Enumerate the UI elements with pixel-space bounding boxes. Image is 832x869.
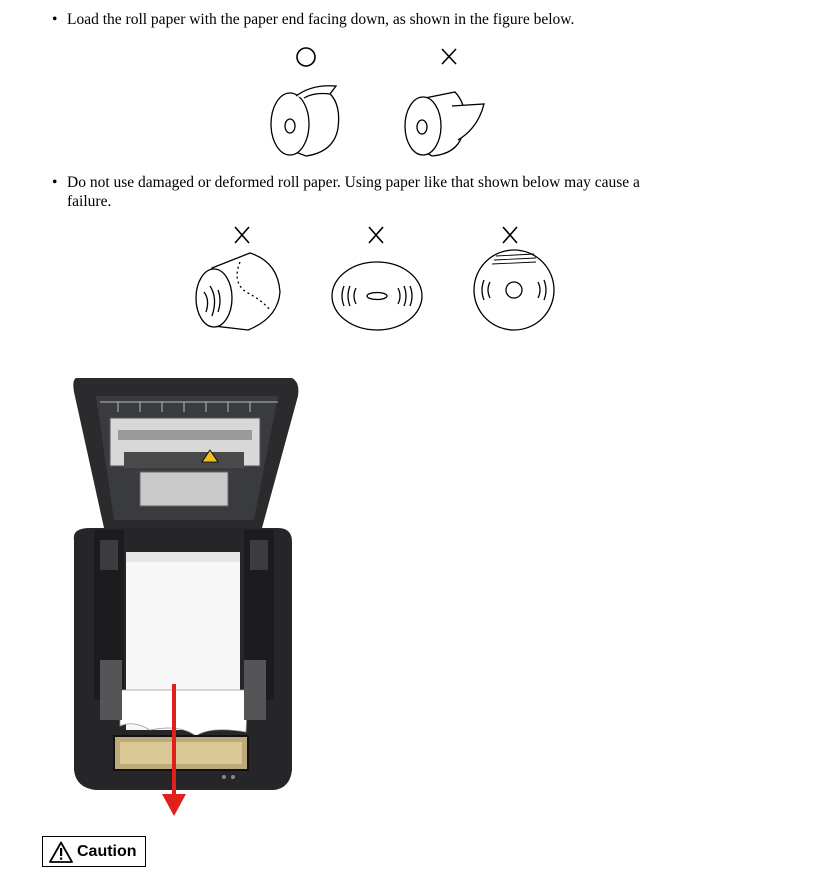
bullet-text-line: Do not use damaged or deformed roll paper. Using paper like that shown below may cause a [67, 174, 640, 191]
bullet-marker: • [52, 11, 58, 28]
warning-triangle-icon [49, 841, 73, 863]
roll-paper-correct-illustration [271, 86, 339, 156]
damaged-roll-wrinkled-illustration [474, 250, 554, 330]
roll-paper-incorrect-illustration [405, 92, 484, 156]
cross-wrong-icon [235, 227, 517, 243]
damaged-roll-flattened-illustration [332, 262, 422, 330]
damaged-roll-crushed-illustration [196, 253, 280, 330]
bullet-text-line: failure. [67, 193, 112, 210]
caution-label: Caution [77, 843, 137, 860]
cross-wrong-icon [442, 49, 456, 64]
caution-label-box [42, 836, 146, 867]
bullet-text-line: Load the roll paper with the paper end facing down, as shown in the figure below. [67, 11, 575, 28]
bullet-marker: • [52, 174, 58, 191]
circle-correct-icon [297, 48, 315, 66]
printer-photo [73, 378, 298, 790]
